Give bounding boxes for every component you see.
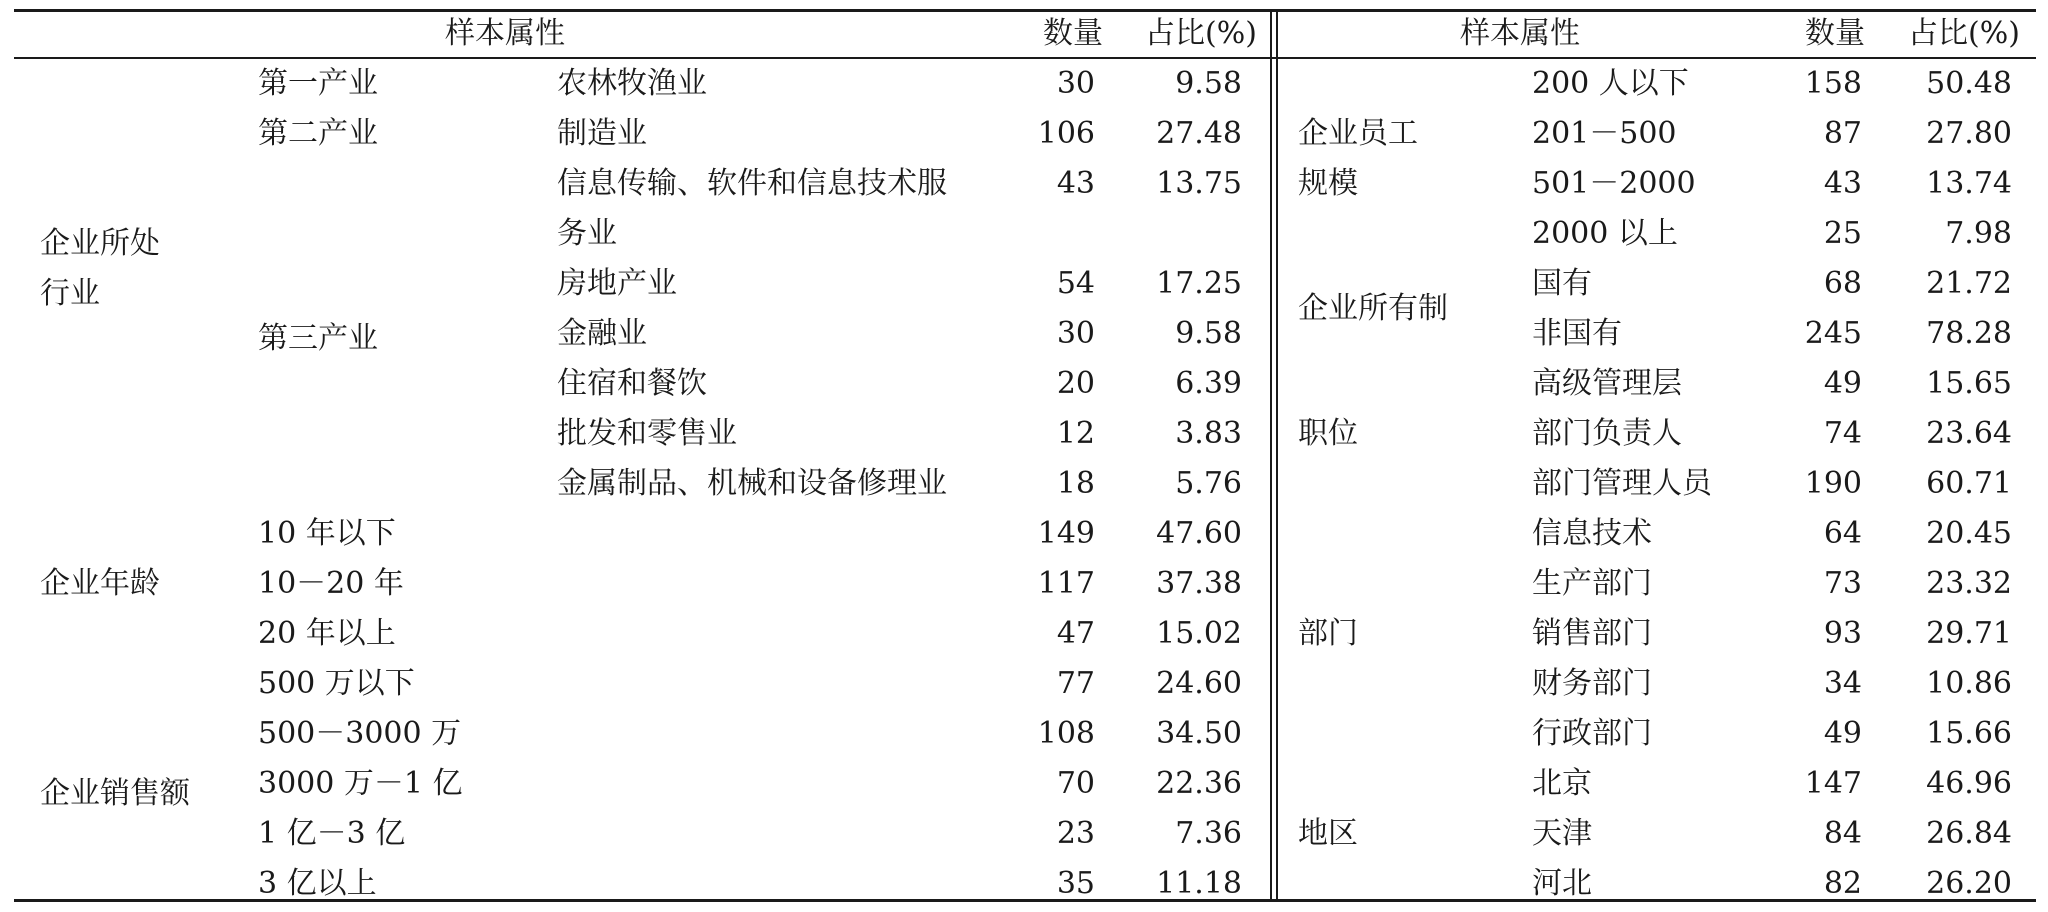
department-count: 34 (1823, 666, 1862, 701)
age-name: 10 年以下 (258, 516, 396, 551)
left-header-percent: 占比(%) (1145, 16, 1257, 51)
ownership-percent: 78.28 (1926, 316, 2012, 351)
position-percent: 60.71 (1926, 466, 2012, 501)
industry-count: 18 (1056, 466, 1095, 501)
left-header-count: 数量 (1043, 16, 1103, 51)
ownership-name: 国有 (1532, 266, 1592, 301)
industry-percent: 27.48 (1156, 116, 1242, 151)
left-header-attribute: 样本属性 (445, 16, 565, 51)
sales-name: 500－3000 万 (258, 716, 462, 751)
position-name: 部门负责人 (1532, 416, 1682, 451)
group-position: 职位 (1298, 416, 1358, 451)
ownership-count: 245 (1804, 316, 1862, 351)
department-percent: 15.66 (1926, 716, 2012, 751)
sales-name: 1 亿－3 亿 (258, 816, 406, 851)
group-ownership: 企业所有制 (1298, 291, 1448, 326)
industry-percent: 3.83 (1175, 416, 1242, 451)
size-name: 201－500 (1532, 116, 1677, 151)
department-name: 行政部门 (1532, 716, 1652, 751)
sales-count: 108 (1037, 716, 1095, 751)
industry-count: 106 (1037, 116, 1095, 151)
sales-name: 3000 万－1 亿 (258, 766, 463, 801)
ownership-percent: 21.72 (1926, 266, 2012, 301)
industry-percent: 5.76 (1175, 466, 1242, 501)
right-header-percent: 占比(%) (1908, 16, 2020, 51)
position-name: 高级管理层 (1532, 366, 1682, 401)
department-name: 销售部门 (1532, 616, 1652, 651)
group-industry-line-2: 行业 (40, 276, 100, 311)
sector-secondary: 第二产业 (258, 116, 378, 151)
age-count: 149 (1037, 516, 1095, 551)
industry-percent: 17.25 (1156, 266, 1242, 301)
sales-count: 70 (1056, 766, 1095, 801)
industry-count: 12 (1056, 416, 1095, 451)
industry-count: 20 (1056, 366, 1095, 401)
industry-count: 43 (1056, 166, 1095, 201)
region-count: 84 (1823, 816, 1862, 851)
size-name: 200 人以下 (1532, 66, 1689, 101)
industry-percent: 9.58 (1175, 66, 1242, 101)
industry-count: 30 (1056, 66, 1095, 101)
department-count: 64 (1823, 516, 1862, 551)
group-region: 地区 (1298, 816, 1358, 851)
size-count: 25 (1823, 216, 1862, 251)
position-count: 190 (1804, 466, 1862, 501)
group-sales: 企业销售额 (40, 776, 190, 811)
sector-tertiary: 第三产业 (258, 321, 378, 356)
department-count: 49 (1823, 716, 1862, 751)
size-count: 158 (1804, 66, 1862, 101)
sector-primary: 第一产业 (258, 66, 378, 101)
sales-count: 35 (1056, 866, 1095, 901)
double-divider-right (1276, 9, 1278, 902)
sales-count: 23 (1056, 816, 1095, 851)
region-count: 82 (1823, 866, 1862, 901)
ownership-name: 非国有 (1532, 316, 1622, 351)
size-percent: 13.74 (1926, 166, 2012, 201)
size-count: 87 (1823, 116, 1862, 151)
size-percent: 50.48 (1926, 66, 2012, 101)
position-count: 74 (1823, 416, 1862, 451)
age-percent: 47.60 (1156, 516, 1242, 551)
region-percent: 26.20 (1926, 866, 2012, 901)
position-name: 部门管理人员 (1532, 466, 1712, 501)
industry-name: 批发和零售业 (557, 416, 737, 451)
sales-percent: 11.18 (1156, 866, 1242, 901)
group-department: 部门 (1298, 616, 1358, 651)
right-header-count: 数量 (1805, 16, 1865, 51)
group-industry-line-1: 企业所处 (40, 226, 160, 261)
region-name: 天津 (1532, 816, 1592, 851)
size-count: 43 (1823, 166, 1862, 201)
department-percent: 29.71 (1926, 616, 2012, 651)
industry-name: 信息传输、软件和信息技术服 (557, 166, 947, 201)
size-name: 501－2000 (1532, 166, 1696, 201)
department-name: 信息技术 (1532, 516, 1652, 551)
industry-count: 30 (1056, 316, 1095, 351)
department-name: 财务部门 (1532, 666, 1652, 701)
sales-percent: 7.36 (1175, 816, 1242, 851)
industry-count: 54 (1056, 266, 1095, 301)
sales-percent: 24.60 (1156, 666, 1242, 701)
department-percent: 10.86 (1926, 666, 2012, 701)
sales-name: 500 万以下 (258, 666, 415, 701)
industry-percent: 9.58 (1175, 316, 1242, 351)
region-percent: 46.96 (1926, 766, 2012, 801)
industry-name: 房地产业 (557, 266, 677, 301)
ownership-count: 68 (1823, 266, 1862, 301)
top-rule (14, 9, 2036, 12)
industry-name: 农林牧渔业 (557, 66, 707, 101)
age-percent: 37.38 (1156, 566, 1242, 601)
sales-name: 3 亿以上 (258, 866, 377, 901)
sales-percent: 34.50 (1156, 716, 1242, 751)
double-divider-left (1270, 9, 1272, 902)
department-count: 93 (1823, 616, 1862, 651)
size-name: 2000 以上 (1532, 216, 1678, 251)
age-count: 47 (1056, 616, 1095, 651)
region-count: 147 (1804, 766, 1862, 801)
industry-name-cont: 务业 (557, 216, 617, 251)
age-name: 10－20 年 (258, 566, 404, 601)
position-count: 49 (1823, 366, 1862, 401)
department-percent: 20.45 (1926, 516, 2012, 551)
region-name: 北京 (1532, 766, 1592, 801)
industry-name: 金属制品、机械和设备修理业 (557, 466, 947, 501)
industry-percent: 6.39 (1175, 366, 1242, 401)
right-header-attribute: 样本属性 (1460, 16, 1580, 51)
department-count: 73 (1823, 566, 1862, 601)
group-employee-size-line-2: 规模 (1298, 166, 1358, 201)
department-name: 生产部门 (1532, 566, 1652, 601)
position-percent: 23.64 (1926, 416, 2012, 451)
group-employee-size-line-1: 企业员工 (1298, 116, 1418, 151)
position-percent: 15.65 (1926, 366, 2012, 401)
industry-name: 金融业 (557, 316, 647, 351)
age-count: 117 (1037, 566, 1095, 601)
size-percent: 7.98 (1945, 216, 2012, 251)
group-age: 企业年龄 (40, 566, 160, 601)
age-percent: 15.02 (1156, 616, 1242, 651)
department-percent: 23.32 (1926, 566, 2012, 601)
age-name: 20 年以上 (258, 616, 396, 651)
industry-percent: 13.75 (1156, 166, 1242, 201)
industry-name: 制造业 (557, 116, 647, 151)
sales-count: 77 (1056, 666, 1095, 701)
industry-name: 住宿和餐饮 (557, 366, 707, 401)
region-percent: 26.84 (1926, 816, 2012, 851)
region-name: 河北 (1532, 866, 1592, 901)
sales-percent: 22.36 (1156, 766, 1242, 801)
size-percent: 27.80 (1926, 116, 2012, 151)
